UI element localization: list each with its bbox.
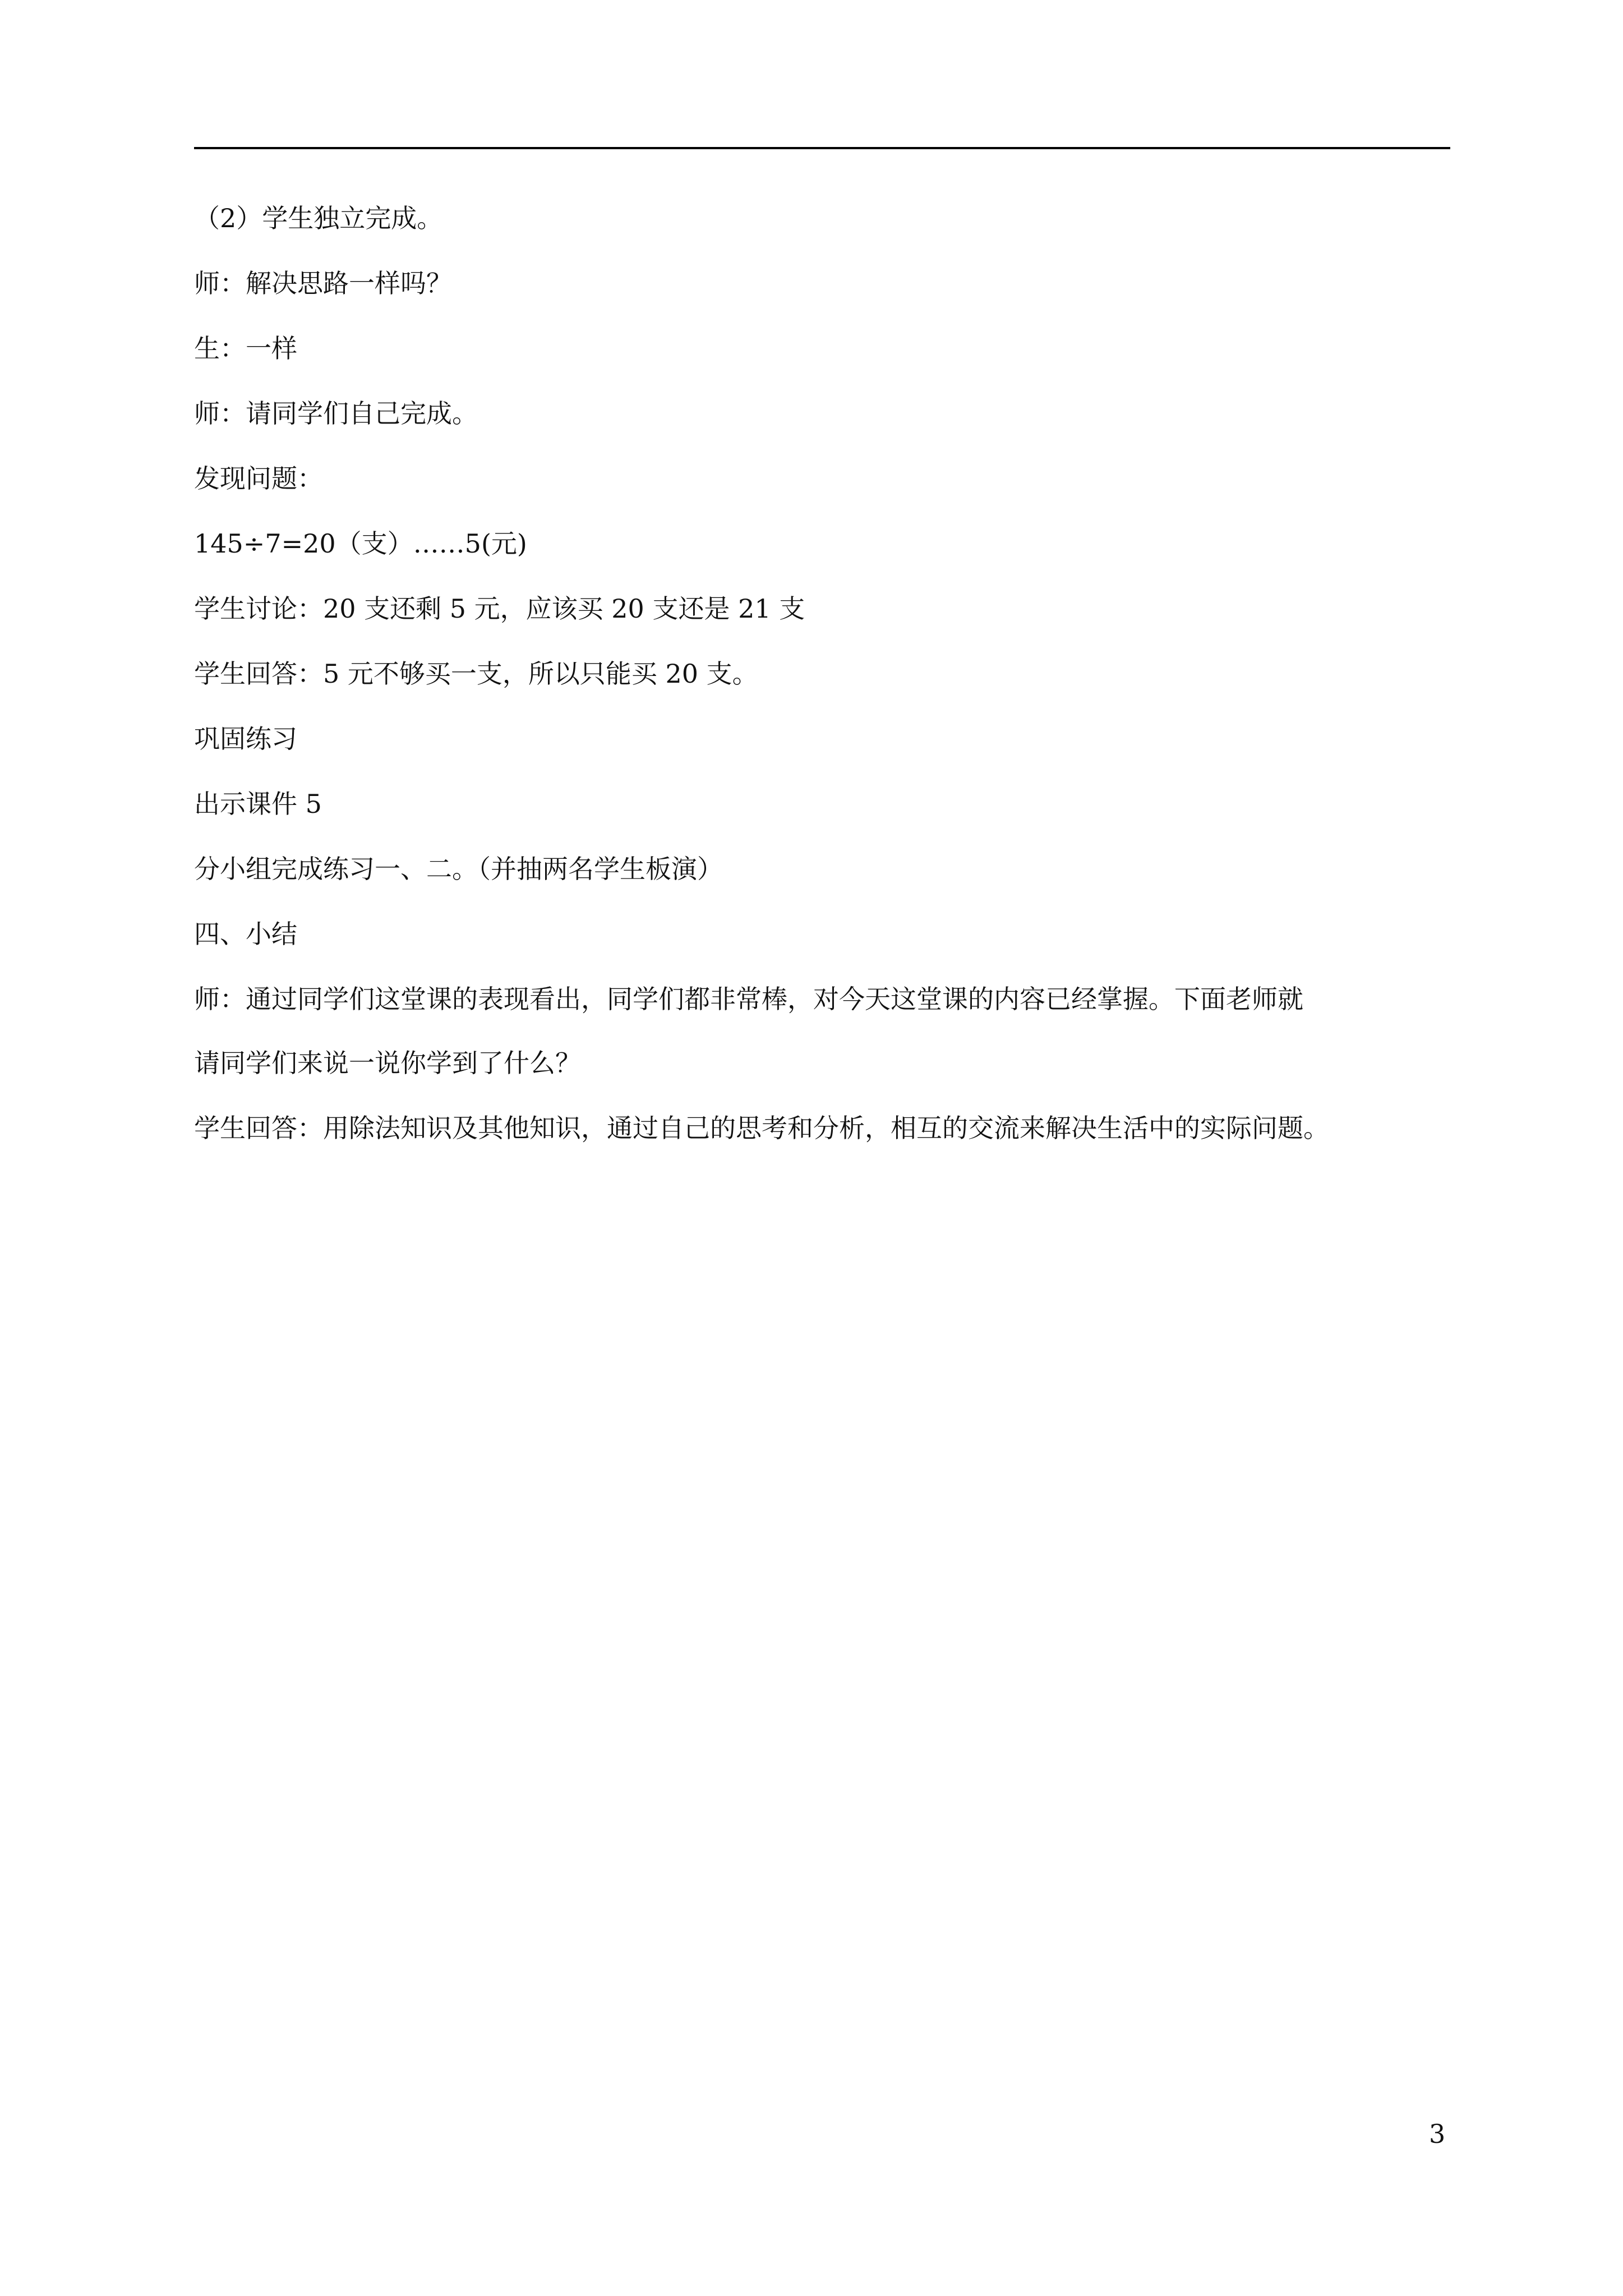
header-rule [194,147,1450,149]
text-line: 师：请同学们自己完成。 [194,398,478,429]
text-line: （2）学生独立完成。 [194,203,443,233]
section-heading: 巩固练习 [194,724,297,754]
page-number: 3 [1429,2119,1446,2149]
text-line: 145÷7=20（支）……5(元) [194,528,527,559]
text-line: 出示课件 5 [194,789,322,819]
text-line: 生：一样 [194,333,297,364]
text-line: 请同学们来说一说你学到了什么？ [194,1048,581,1078]
text-line: 学生讨论：20 支还剩 5 元，应该买 20 支还是 21 支 [194,593,805,624]
text-line: 发现问题： [194,463,323,494]
text-line: 师：通过同学们这堂课的表现看出，同学们都非常棒，对今天这堂课的内容已经掌握。下面老师就 [194,984,1303,1014]
text-line: 分小组完成练习一、二。（并抽两名学生板演） [194,854,723,884]
text-line: 学生回答：5 元不够买一支，所以只能买 20 支。 [194,659,758,689]
section-heading: 四、小结 [194,919,297,949]
text-line: 师：解决思路一样吗？ [194,268,452,298]
text-line: 学生回答：用除法知识及其他知识，通过自己的思考和分析，相互的交流来解决生活中的实际问题。 [194,1113,1329,1143]
document-body [194,202,1450,1177]
